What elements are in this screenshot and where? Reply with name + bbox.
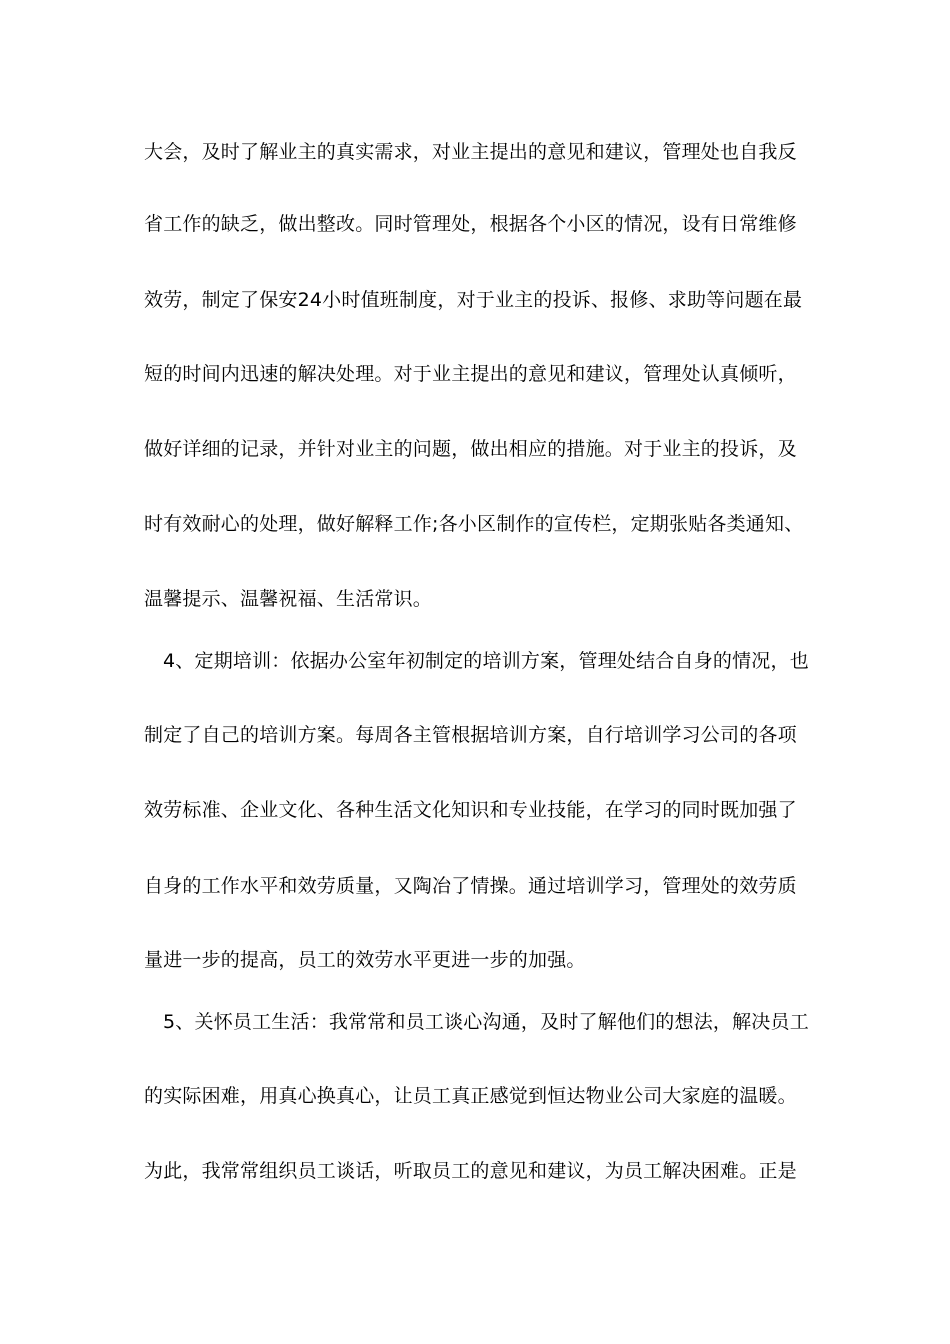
text-line: 的实际困难，用真心换真心，让员工真正感觉到恒达物业公司大家庭的温暖。 [144,1085,797,1107]
paragraph-4-heading-line: 4、定期培训：依据办公室年初制定的培训方案，管理处结合自身的情况，也 [163,650,809,672]
text-line: 为此，我常常组织员工谈话，听取员工的意见和建议，为员工解决困难。正是 [144,1160,797,1182]
text-line: 短的时间内迅速的解决处理。对于业主提出的意见和建议，管理处认真倾听， [144,363,797,385]
text-line: 量进一步的提高，员工的效劳水平更进一步的加强。 [144,949,586,971]
paragraph-5-heading-line: 5、关怀员工生活：我常常和员工谈心沟通，及时了解他们的想法，解决员工 [163,1011,809,1033]
text-line: 温馨提示、温馨祝福、生活常识。 [144,588,433,610]
text-line: 效劳，制定了保安24小时值班制度，对于业主的投诉、报修、求助等问题在最 [144,289,803,311]
text-line: 做好详细的记录，并针对业主的问题，做出相应的措施。对于业主的投诉，及 [144,438,797,460]
text-line: 自身的工作水平和效劳质量，又陶冶了情操。通过培训学习，管理处的效劳质 [144,875,797,897]
text-line: 省工作的缺乏，做出整改。同时管理处，根据各个小区的情况，设有日常维修 [144,213,797,235]
text-line: 效劳标准、企业文化、各种生活文化知识和专业技能，在学习的同时既加强了 [144,799,797,821]
text-line: 大会，及时了解业主的真实需求，对业主提出的意见和建议，管理处也自我反 [144,141,797,163]
text-line: 时有效耐心的处理，做好解释工作;各小区制作的宣传栏，定期张贴各类通知、 [144,513,804,535]
text-line: 制定了自己的培训方案。每周各主管根据培训方案，自行培训学习公司的各项 [144,724,797,746]
